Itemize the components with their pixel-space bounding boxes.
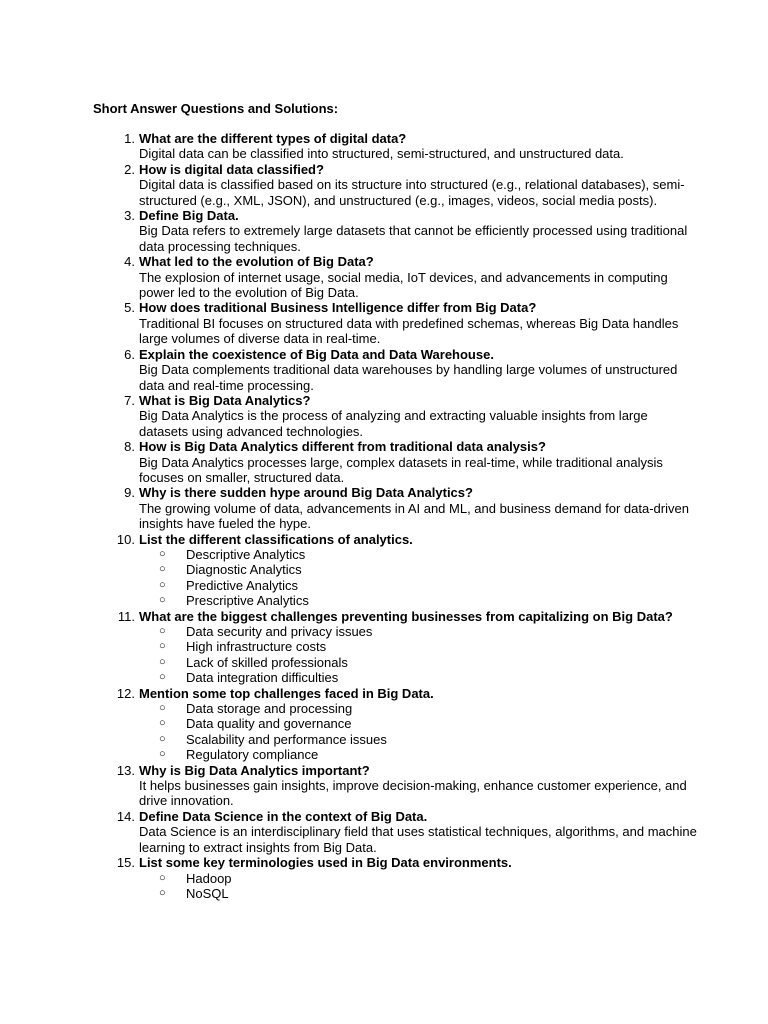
qa-item <box>0 300 699 346</box>
qa-question: What are the biggest challenges preventing businesses from capitalizing on Big Data? <box>139 608 673 624</box>
qa-number: 12. <box>116 685 135 701</box>
qa-item <box>0 393 699 439</box>
circle-bullet-icon: ○ <box>159 717 166 730</box>
qa-number: 14. <box>116 808 135 824</box>
qa-number: 6. <box>124 346 135 362</box>
qa-question: How is Big Data Analytics different from traditional data analysis? <box>139 439 546 455</box>
qa-question: What are the different types of digital data? <box>139 131 407 146</box>
qa-question: List some key terminologies used in Big Data environments. <box>139 855 512 871</box>
circle-bullet-icon: ○ <box>159 671 166 684</box>
circle-bullet-icon: ○ <box>159 655 166 668</box>
list-item-text: Data security and privacy issues <box>186 624 373 639</box>
qa-answer: Big Data complements traditional data warehouses by handling large volumes of unstructured data and real-time processing. <box>139 362 678 393</box>
qa-number: 8. <box>124 439 135 455</box>
qa-item <box>0 439 699 485</box>
circle-bullet-icon: ○ <box>159 702 166 715</box>
list-item-text: NoSQL <box>186 885 229 901</box>
page-title: Short Answer Questions and Solutions: <box>93 101 339 116</box>
circle-bullet-icon: ○ <box>159 625 166 637</box>
qa-item <box>0 686 699 763</box>
qa-bullet-list <box>139 547 699 609</box>
circle-bullet-icon: ○ <box>159 547 166 560</box>
list-item-text: Predictive Analytics <box>186 577 298 593</box>
qa-bullet-list <box>139 624 699 686</box>
circle-bullet-icon: ○ <box>159 578 166 591</box>
qa-number: 3. <box>124 208 135 224</box>
qa-answer: Data Science is an interdisciplinary field that uses statistical techniques, algorithms, and machine learning to extract insights from Big Data. <box>139 824 697 855</box>
qa-item <box>0 485 699 531</box>
qa-question: Explain the coexistence of Big Data and Data Warehouse. <box>139 346 494 362</box>
qa-number: 2. <box>124 161 135 177</box>
list-item-text: Data quality and governance <box>186 716 352 732</box>
list-item-text: Prescriptive Analytics <box>186 593 309 609</box>
circle-bullet-icon: ○ <box>159 871 166 884</box>
qa-bullet-list <box>139 701 699 763</box>
qa-answer: The growing volume of data, advancements in AI and ML, and business demand for data-driven insights have fueled the hype. <box>139 500 689 532</box>
list-item-text: Regulatory compliance <box>186 747 319 763</box>
circle-bullet-icon: ○ <box>159 594 166 607</box>
circle-bullet-icon: ○ <box>159 563 166 576</box>
circle-bullet-icon: ○ <box>159 732 166 745</box>
list-item <box>139 578 699 593</box>
list-item <box>139 886 699 901</box>
list-item-text: Lack of skilled professionals <box>186 654 348 670</box>
qa-bullet-list <box>139 871 699 902</box>
qa-answer: Traditional BI focuses on structured data with predefined schemas, whereas Big Data handles large volumes of diverse data in real-time. <box>139 315 679 347</box>
qa-item <box>0 162 699 208</box>
list-item-text: High infrastructure costs <box>186 639 327 655</box>
list-item <box>139 562 699 577</box>
qa-question: Mention some top challenges faced in Big Data. <box>139 685 434 701</box>
qa-answer: Big Data refers to extremely large datasets that cannot be efficiently processed using traditional data processing techniques. <box>139 223 688 254</box>
qa-item <box>0 131 699 162</box>
qa-number: 9. <box>124 485 135 501</box>
qa-number: 15. <box>116 855 135 871</box>
list-item <box>139 701 699 716</box>
qa-answer: It helps businesses gain insights, improve decision-making, enhance customer experience, and drive innovation. <box>139 778 687 809</box>
qa-item <box>0 254 699 300</box>
qa-question: What is Big Data Analytics? <box>139 392 311 408</box>
qa-question: Define Data Science in the context of Big Data. <box>139 808 428 824</box>
qa-answer: Big Data Analytics processes large, complex datasets in real-time, while traditional analysis focuses on smaller, structured data. <box>139 454 663 485</box>
qa-number: 1. <box>124 131 135 146</box>
qa-answer: Digital data can be classified into structured, semi-structured, and unstructured data. <box>139 146 624 162</box>
qa-number: 7. <box>124 392 135 408</box>
circle-bullet-icon: ○ <box>159 748 166 761</box>
list-item <box>139 871 699 886</box>
qa-question: How does traditional Business Intelligence differ from Big Data? <box>139 300 537 316</box>
list-item <box>139 624 699 639</box>
qa-item <box>0 609 699 686</box>
list-item <box>139 547 699 562</box>
list-item-text: Diagnostic Analytics <box>186 562 302 578</box>
list-item <box>139 716 699 731</box>
qa-item <box>0 763 699 809</box>
list-item-text: Scalability and performance issues <box>186 731 387 747</box>
qa-item <box>0 532 699 609</box>
list-item-text: Descriptive Analytics <box>186 546 306 562</box>
qa-answer: Digital data is classified based on its structure into structured (e.g., relational databases), semi-structured (e.g., XML, JSON), and unstructured (e.g., images, videos, social media posts). <box>139 177 685 208</box>
list-item <box>139 655 699 670</box>
qa-item <box>0 347 699 393</box>
qa-question: Why is Big Data Analytics important? <box>139 762 370 778</box>
qa-item <box>0 809 699 855</box>
list-item-text: Data integration difficulties <box>186 670 339 686</box>
qa-question: Why is there sudden hype around Big Data Analytics? <box>139 485 473 501</box>
qa-question: What led to the evolution of Big Data? <box>139 254 374 270</box>
list-item <box>139 747 699 762</box>
qa-item <box>0 208 699 254</box>
qa-number: 5. <box>124 300 135 316</box>
list-item-text: Data storage and processing <box>186 701 353 717</box>
qa-answer: The explosion of internet usage, social media, IoT devices, and advancements in computing power led to the evolution of Big Data. <box>139 269 668 301</box>
qa-number: 10. <box>116 531 135 547</box>
list-item <box>139 593 699 608</box>
qa-number: 4. <box>124 254 135 270</box>
qa-number: 13. <box>116 762 135 778</box>
list-item-text: Hadoop <box>186 870 232 886</box>
circle-bullet-icon: ○ <box>159 640 166 653</box>
list-item <box>139 639 699 654</box>
qa-question: How is digital data classified? <box>139 161 324 177</box>
qa-list <box>0 131 768 901</box>
qa-question: List the different classifications of analytics. <box>139 531 413 547</box>
qa-question: Define Big Data. <box>139 208 239 224</box>
list-item <box>139 732 699 747</box>
qa-item <box>0 855 699 901</box>
qa-number: 11. <box>117 608 135 624</box>
list-item <box>139 670 699 685</box>
qa-answer: Big Data Analytics is the process of analyzing and extracting valuable insights from large datasets using advanced technologies. <box>139 408 648 439</box>
circle-bullet-icon: ○ <box>159 886 166 899</box>
